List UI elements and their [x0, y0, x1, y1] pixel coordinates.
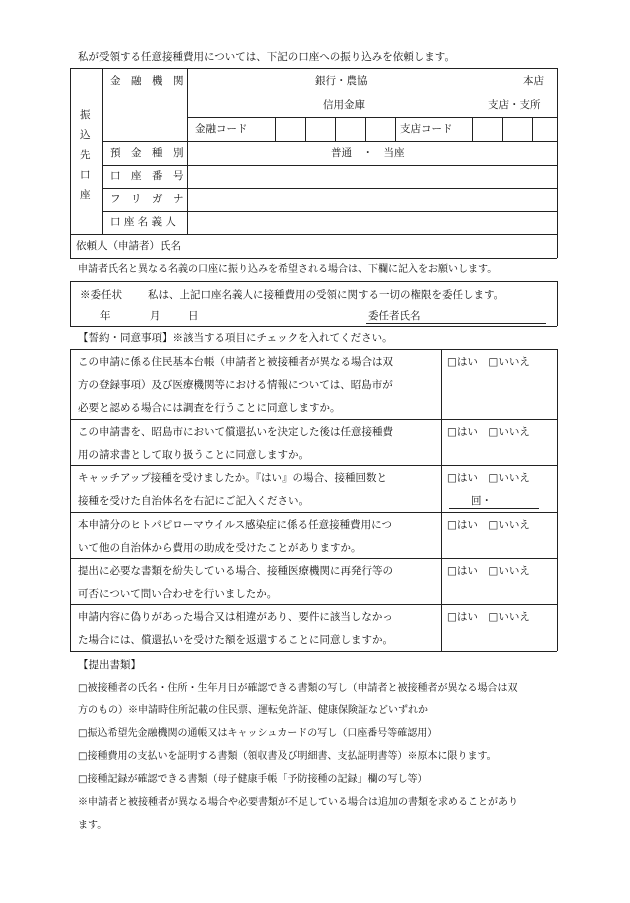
meigi-label: 口 座 名 義 人 — [110, 216, 176, 228]
doc-note-2: ます。 — [78, 820, 108, 831]
pledge-1-line-2: 方の登録事項）及び医療機関等における情報については、昭島市が — [78, 379, 393, 391]
doc-item-4: □接種記録が確認できる書類（母子健康手帳「予防接種の記録」欄の写し等） — [78, 774, 428, 785]
pledge-1-line-3: 必要と認める場合には調査を行うことに同意しますか。 — [78, 402, 341, 414]
irainin-label: 依頼人（申請者）氏名 — [76, 240, 181, 252]
catchup-count: 回・ — [471, 495, 492, 507]
pledge-2-line-1: この申請書を、昭島市において償還払いを決定した後は任意接種費 — [78, 426, 393, 438]
ininjo-signer-line — [366, 323, 546, 324]
kinyu-kikan-label: 金 融 機 関 — [110, 75, 184, 87]
kinyu-code-label: 金融コード — [195, 123, 248, 135]
pledge-6-yes-no[interactable]: □はい □いいえ — [447, 611, 530, 623]
ininjo-month: 月 — [150, 310, 161, 322]
pledge-3-line-2: 接種を受けた自治体名を右記にご記入ください。 — [78, 495, 309, 507]
pledge-1-line-1: この申請に係る住民基本台帳（申請者と被接種者が異なる場合は双 — [78, 356, 393, 368]
ininjo-label: ※委任状 — [80, 289, 122, 301]
doc-note-1: ※申請者と被接種者が異なる場合や必要書類が不足している場合は追加の書類を求めることがあり — [78, 797, 518, 808]
ginko-nokyo-label: 銀行・農協 — [315, 75, 368, 87]
pledge-3-line-1: キャッチアップ接種を受けましたか。『はい』の場合、接種回数と — [78, 472, 388, 484]
honten-label: 本店 — [523, 75, 544, 87]
koza-bango-label: 口 座 番 号 — [110, 170, 184, 182]
docs-header: 【提出書類】 — [78, 659, 141, 671]
shiten-code-label: 支店コード — [400, 123, 453, 135]
pledge-4-yes-no[interactable]: □はい □いいえ — [447, 519, 530, 531]
ininjo-text: 私は、上記口座名義人に接種費用の受領に関する一切の権限を委任します。 — [148, 289, 505, 301]
doc-item-3: □接種費用の支払いを証明する書類（領収書及び明細書、支払証明書等）※原本に限ります。 — [78, 751, 497, 762]
furigana-label: フ リ ガ ナ — [110, 193, 184, 205]
shinyo-label: 信用金庫 — [323, 99, 365, 111]
intro-text: 私が受領する任意接種費用については、下記の口座への振り込みを依頼します。 — [78, 51, 455, 63]
side-label-2: 込 — [80, 129, 91, 141]
side-label-5: 座 — [80, 189, 91, 201]
pledge-2-line-2: 用の請求書として取り扱うことに同意しますか。 — [78, 449, 309, 461]
doc-item-1-cont: 方のもの）※申請時住所記載の住民票、運転免許証、健康保険証などいずれか — [78, 705, 428, 716]
side-label-1: 振 — [80, 109, 91, 121]
yokin-shubetsu-label: 預 金 種 別 — [110, 147, 184, 159]
pledge-6-line-1: 申請内容に偽りがあった場合又は相違があり、要件に該当しなかっ — [78, 611, 393, 623]
note-different-name: 申請者氏名と異なる名義の口座に振り込みを希望される場合は、下欄に記入をお願いします。 — [78, 264, 498, 275]
shiten-label: 支店・支所 — [488, 99, 541, 111]
pledge-5-line-1: 提出に必要な書類を紛失している場合、接種医療機関に再発行等の — [78, 565, 393, 577]
pledge-2-yes-no[interactable]: □はい □いいえ — [447, 426, 530, 438]
pledge-1-yes-no[interactable]: □はい □いいえ — [447, 356, 530, 368]
yokin-value: 普通 ・ 当座 — [331, 147, 405, 159]
pledge-5-line-2: 可否について問い合わせを行いましたか。 — [78, 588, 278, 600]
pledge-5-yes-no[interactable]: □はい □いいえ — [447, 565, 530, 577]
pledge-6-line-2: た場合には、償還払いを受けた額を返還することに同意しますか。 — [78, 634, 393, 646]
pledge-header: 【誓約・同意事項】※該当する項目にチェックを入れてください。 — [78, 332, 393, 344]
catchup-count-line — [449, 508, 539, 509]
pledge-4-line-2: いて他の自治体から費用の助成を受けたことがありますか。 — [78, 542, 362, 554]
ininjo-year: 年 — [100, 310, 111, 322]
side-label-3: 先 — [80, 149, 91, 161]
pledge-4-line-1: 本申請分のヒトパピローマウイルス感染症に係る任意接種費用につ — [78, 519, 392, 531]
doc-item-1: □被接種者の氏名・住所・生年月日が確認できる書類の写し（申請者と被接種者が異なる場合は双 — [78, 683, 518, 694]
ininjo-day: 日 — [188, 310, 199, 322]
side-label-4: 口 — [80, 169, 91, 181]
pledge-3-yes-no[interactable]: □はい □いいえ — [447, 472, 530, 484]
doc-item-2: □振込希望先金融機関の通帳又はキャッシュカードの写し（口座番号等確認用） — [78, 728, 438, 739]
ininjo-signer-label: 委任者氏名 — [368, 310, 421, 322]
